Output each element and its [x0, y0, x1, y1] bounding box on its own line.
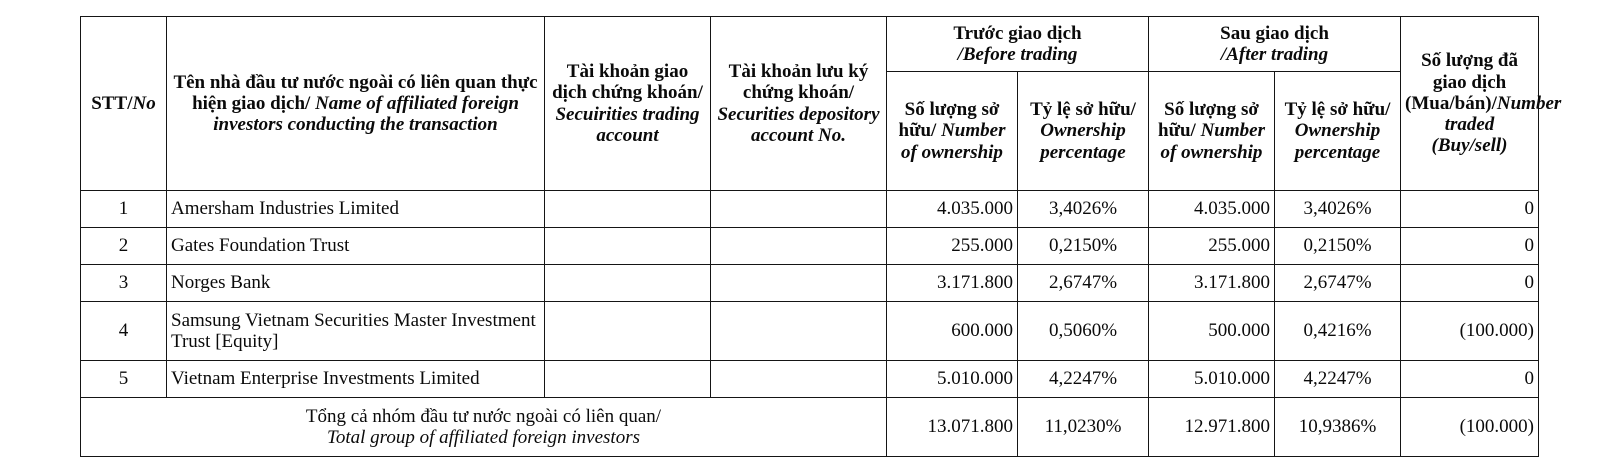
header-investor-name — [167, 17, 545, 191]
cell-investor-name: Amersham Industries Limited — [167, 191, 545, 228]
cell-investor-name: Norges Bank — [167, 265, 545, 302]
cell-stt: 5 — [81, 361, 167, 398]
header-pct-before-vi: Tỷ lệ sở hữu/ — [1030, 99, 1136, 121]
table-header — [81, 17, 1562, 191]
cell-pct-before: 3,4026% — [1018, 191, 1149, 228]
header-depository-account — [711, 17, 887, 191]
cell-stt: 3 — [81, 265, 167, 302]
foreign-investors-table — [80, 16, 1562, 457]
header-pct-after-vi: Tỷ lệ sở hữu/ — [1284, 99, 1391, 121]
header-number-traded — [1401, 17, 1562, 191]
header-qty-before — [887, 72, 1018, 191]
cell-trading-account — [545, 265, 711, 302]
header-depository-account-en: Securities depository account No. — [717, 103, 880, 146]
total-label-vi: Tổng cả nhóm đầu tư nước ngoài có liên quan/ — [305, 405, 662, 427]
header-trading-account-vi: Tài khoản giao dịch chứng khoán/ — [552, 60, 703, 104]
cell-traded: 0 — [1401, 361, 1539, 398]
cell-pct-after: 2,6747% — [1275, 265, 1401, 302]
cell-qty-after: 255.000 — [1149, 228, 1275, 265]
cell-qty-before: 4.035.000 — [887, 191, 1018, 228]
cell-pct-after: 3,4026% — [1275, 191, 1401, 228]
header-qty-before-vi: Số lượng sở hữu/ — [898, 99, 1000, 142]
cell-total-pct-after: 10,9386% — [1275, 398, 1401, 457]
cell-trading-account — [545, 228, 711, 265]
cell-stt: 1 — [81, 191, 167, 228]
table-row — [81, 302, 1539, 361]
cell-qty-before: 600.000 — [887, 302, 1018, 361]
cell-qty-after: 4.035.000 — [1149, 191, 1275, 228]
header-traded-en: Number traded (Buy/sell) — [1431, 92, 1562, 157]
cell-pct-after: 0,4216% — [1275, 302, 1401, 361]
header-before-trading — [887, 17, 1149, 72]
cell-depository-account — [711, 228, 887, 265]
cell-qty-before: 255.000 — [887, 228, 1018, 265]
header-pct-before-en: Ownership percentage — [1040, 120, 1126, 163]
header-name-vi: Tên nhà đầu tư nước ngoài có liên quan thực hiện giao dịch/ — [173, 71, 538, 114]
cell-traded: (100.000) — [1401, 302, 1539, 361]
cell-total-traded: (100.000) — [1401, 398, 1539, 457]
cell-traded: 0 — [1401, 191, 1539, 228]
cell-stt: 4 — [81, 302, 167, 361]
table-row — [81, 361, 1539, 398]
table-body — [81, 191, 1539, 457]
header-trading-account-en: Secuirities trading account — [555, 103, 700, 146]
cell-traded: 0 — [1401, 228, 1539, 265]
cell-total-qty-after: 12.971.800 — [1149, 398, 1275, 457]
cell-pct-before: 0,2150% — [1018, 228, 1149, 265]
header-qty-after-vi: Số lượng sở hữu/ — [1158, 99, 1259, 142]
cell-qty-after: 5.010.000 — [1149, 361, 1275, 398]
header-pct-after-en: Ownership percentage — [1294, 120, 1381, 163]
header-traded-vi: Số lượng đã giao dịch (Mua/bán)/ — [1405, 50, 1518, 114]
header-row-top — [81, 17, 1539, 72]
header-trading-account — [545, 17, 711, 191]
header-stt — [81, 17, 167, 191]
cell-qty-after: 500.000 — [1149, 302, 1275, 361]
header-pct-before — [1018, 72, 1149, 191]
cell-qty-before: 5.010.000 — [887, 361, 1018, 398]
cell-investor-name: Samsung Vietnam Securities Master Investment Trust [Equity] — [167, 302, 545, 361]
header-before-vi: Trước giao dịch — [953, 22, 1082, 44]
header-pct-after — [1275, 72, 1401, 191]
header-after-en: /After trading — [1220, 44, 1329, 65]
header-qty-before-en: Number of ownership — [901, 120, 1006, 163]
cell-pct-before: 2,6747% — [1018, 265, 1149, 302]
cell-trading-account — [545, 191, 711, 228]
cell-pct-after: 4,2247% — [1275, 361, 1401, 398]
header-qty-after-en: Number of ownership — [1160, 120, 1265, 163]
cell-pct-after: 0,2150% — [1275, 228, 1401, 265]
cell-pct-before: 4,2247% — [1018, 361, 1149, 398]
cell-qty-after: 3.171.800 — [1149, 265, 1275, 302]
total-label-en: Total group of affiliated foreign investors — [327, 427, 640, 448]
cell-investor-name: Vietnam Enterprise Investments Limited — [167, 361, 545, 398]
cell-depository-account — [711, 361, 887, 398]
header-after-vi: Sau giao dịch — [1220, 22, 1329, 44]
cell-qty-before: 3.171.800 — [887, 265, 1018, 302]
header-before-en: /Before trading — [957, 44, 1078, 65]
header-name-en: Name of affiliated foreign investors conducting the transaction — [213, 92, 519, 136]
cell-depository-account — [711, 265, 887, 302]
cell-trading-account — [545, 302, 711, 361]
cell-trading-account — [545, 361, 711, 398]
cell-pct-before: 0,5060% — [1018, 302, 1149, 361]
table-row — [81, 265, 1539, 302]
header-stt-en: No — [132, 92, 156, 114]
header-qty-after — [1149, 72, 1275, 191]
cell-stt: 2 — [81, 228, 167, 265]
header-stt-vi: STT/ — [91, 92, 133, 114]
cell-total-qty-before: 13.071.800 — [887, 398, 1018, 457]
table-row — [81, 191, 1539, 228]
cell-total-pct-before: 11,0230% — [1018, 398, 1149, 457]
header-depository-account-vi: Tài khoản lưu ký chứng khoán/ — [728, 60, 869, 104]
cell-investor-name: Gates Foundation Trust — [167, 228, 545, 265]
cell-depository-account — [711, 302, 887, 361]
header-after-trading — [1149, 17, 1401, 72]
cell-traded: 0 — [1401, 265, 1539, 302]
cell-total-label — [81, 398, 887, 457]
table-row — [81, 228, 1539, 265]
table-total-row — [81, 398, 1539, 457]
cell-depository-account — [711, 191, 887, 228]
